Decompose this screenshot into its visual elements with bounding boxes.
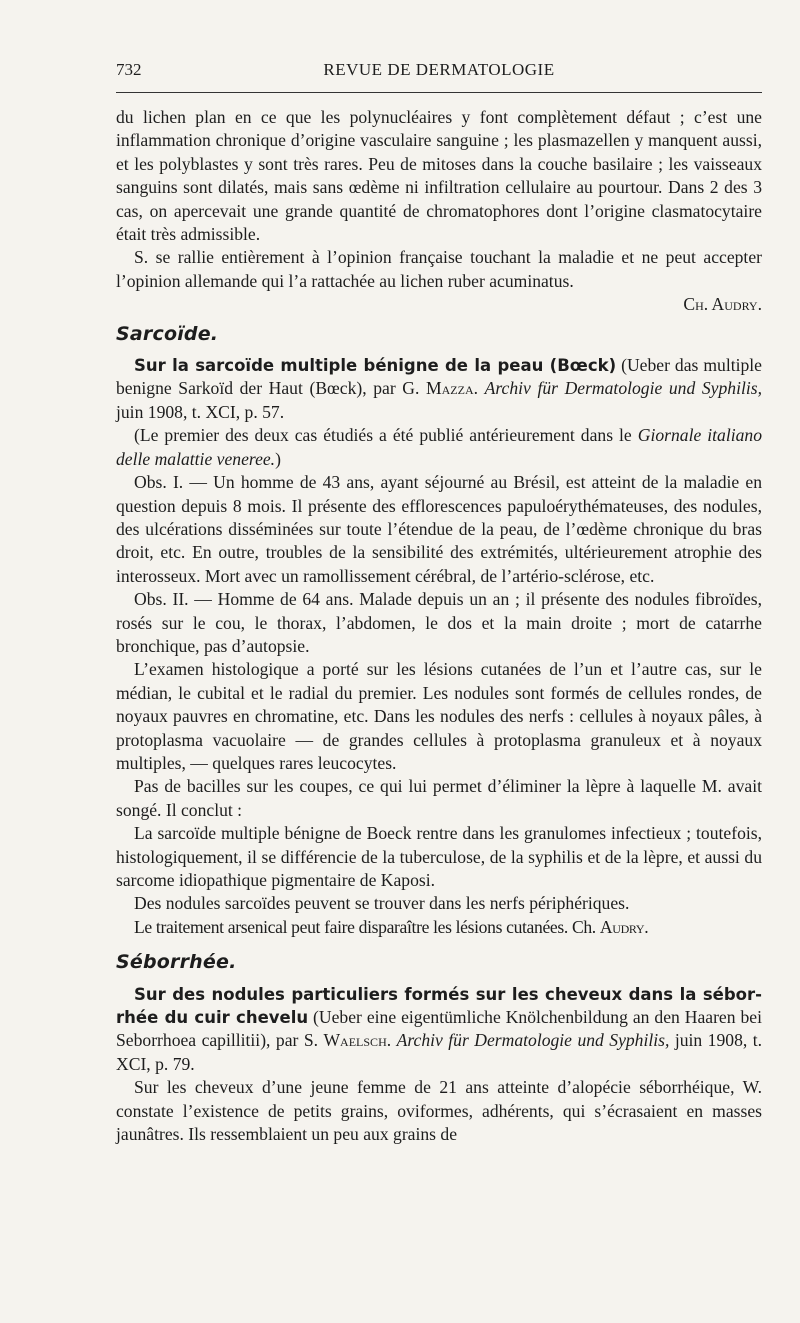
author-signature: Ch. Audry. <box>683 294 762 315</box>
signature-line <box>116 293 762 316</box>
section-heading-seborrhee: Séborrhée. <box>116 951 237 974</box>
paragraph-text: Le traitement arsenical peut faire disparaître les lésions cutanées. Ch. <box>134 916 600 937</box>
paragraph-obs-1: Obs. I. — Un homme de 43 ans, ayant séjourné au Brésil, est atteint de la maladie en question depuis 8 mois. Il présente des efflorescences papuloérythémateuses, des nodules, des ulcérations disséminées sur toute l’étendue de la peau, de l’œdème chronique du bras droit, etc. En outre, troubles de la sensibilité des extrémités, ultérieurement atrophie des interosseux. Mort avec un ramollissement cérébral, de l’artério-sclérose, etc. <box>116 472 762 586</box>
paragraph-traitement <box>116 916 762 939</box>
article-reference <box>116 983 762 1077</box>
article-title: Sur la sarcoïde multiple bénigne de la peau (Bœck) <box>134 356 617 376</box>
paragraph-conclusion <box>116 246 762 293</box>
article-reference <box>116 354 762 424</box>
page-number: 732 <box>116 60 142 79</box>
paragraph-nodules: Des nodules sarcoïdes peuvent se trouver dans les nerfs périphériques. <box>134 893 630 914</box>
reference-author: Mazza <box>425 378 474 399</box>
reference-details: juin 1908, t. XCI, p. 79. <box>116 1030 762 1074</box>
reference-details: juin 1908, t. XCI, p. 57. <box>116 401 285 422</box>
paragraph-text: S. se rallie entièrement à l’opinion française touchant la maladie et ne peut accepter l’opinion allemande qui l’a rattachée au lichen ruber acuminatus. <box>116 247 762 291</box>
section-heading-sarcoide: Sarcoïde. <box>116 322 219 345</box>
paragraph-examen: L’examen histologique a porté sur les lésions cutanées de l’un et l’autre cas, sur le médian, le cubital et le radial du premier. Les nodules sont formés de cellules rondes, de noyaux pauvres en chromatine, etc. Dans les nodules des nerfs : cellules à noyaux pâles, à protoplasma vacuolaire — de grandes cellules à protoplasma granuleux et à noyaux multiples, — quelques rares leucocytes. <box>116 659 762 773</box>
journal-name: Archiv für Dermatologie und Syphilis, <box>484 378 762 399</box>
article-body <box>116 106 762 1146</box>
paragraph-bacilles: Pas de bacilles sur les coupes, ce qui lui permet d’éliminer la lèpre à laquelle M. avait songé. Il conclut : <box>116 776 762 820</box>
page-header <box>116 58 762 86</box>
note-text: (Le premier des deux cas étudiés a été publié antérieurement dans le <box>134 425 638 446</box>
paragraph-last: Sur les cheveux d’une jeune femme de 21 ans atteinte d’alopécie séborrhéique, W. constate l’existence de petits grains, oviformes, adhérents, qui s’écrasaient en masses jaunâtres. Ils ressemblaient un peu aux grains de <box>116 1077 762 1145</box>
journal-name: Giornale italiano delle malattie veneree. <box>116 425 762 469</box>
paragraph-obs-2: Obs. II. — Homme de 64 ans. Malade depuis un an ; il présente des nodules fibroïdes, rosés sur le cou, le thorax, l’abdomen, le dos et la main droite ; mort de catarrhe bronchique, pas d’autopsie. <box>116 589 762 656</box>
article-title: Sur des nodules particuliers formés sur les cheveux dans la séborrhée du cuir chevelu <box>116 984 762 1028</box>
reference-text: (Ueber eine eigentümliche Knölchenbildung an den Haaren bei Seborrhoea capillitii), par S. <box>116 1007 762 1051</box>
reference-author: Waelsch <box>323 1030 387 1051</box>
reference-text: (Ueber das multiple benigne Sarkoïd der Haut (Bœck), par G. <box>116 355 762 399</box>
reference-text: . <box>473 378 485 399</box>
note-text: ) <box>275 448 281 469</box>
header-rule <box>116 92 762 93</box>
running-title: REVUE DE DERMATOLOGIE <box>323 60 555 79</box>
paragraph-continuation: du lichen plan en ce que les polynucléaires y font complètement défaut ; c’est une inflammation chronique d’origine vasculaire sanguine ; les plasmazellen y manquent aussi, et les polyblastes y sont très rares. Peu de mitoses dans la couche basilaire ; les vaisseaux sanguins sont dilatés, mais sans œdème ni infiltration cellulaire au pourtour. Dans 2 des 3 cas, on apercevait une grande quantité de chromatophores dont l’origine clasmatocytaire était très admissible. <box>116 107 762 245</box>
paragraph-conclusion-sarcoide: La sarcoïde multiple bénigne de Boeck rentre dans les granulomes infectieux ; toutefois, histologiquement, il se différencie de la tuberculose, de la syphilis et de la lèpre, et aussi du sarcome idiopathique pigmentaire de Kaposi. <box>116 823 762 890</box>
journal-name: Archiv für Dermatologie und Syphilis, <box>396 1030 670 1051</box>
author-signature: Audry. <box>599 916 649 937</box>
reference-text: . <box>386 1030 397 1051</box>
paragraph-note <box>116 424 762 471</box>
